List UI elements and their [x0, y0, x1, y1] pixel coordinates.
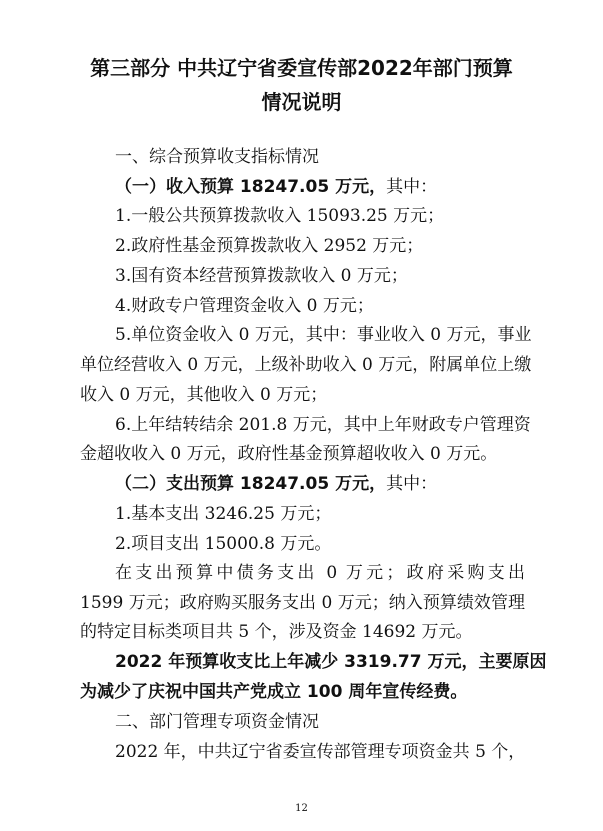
section1-heading: 一、综合预算收支指标情况 — [115, 147, 319, 167]
income-item-5-line3: 收入 0 万元，其他收入 0 万元； — [80, 385, 328, 405]
expense-detail-line2: 1599 万元；政府购买服务支出 0 万元；纳入预算绩效管理 — [80, 593, 525, 613]
expense-label: （二）支出预算 18247.05 万元， — [115, 474, 387, 494]
income-item-6-line2: 金超收收入 0 万元，政府性基金预算超收收入 0 万元。 — [80, 444, 498, 464]
page-number: 12 — [295, 803, 308, 814]
expense-heading — [115, 473, 437, 495]
income-item-4: 4.财政专户管理资金收入 0 万元； — [115, 296, 374, 316]
summary-line1: 2022 年预算收支比上年减少 3319.77 万元，主要原因 — [115, 652, 547, 672]
income-item-2: 2.政府性基金预算拨款收入 2952 万元； — [115, 236, 424, 256]
expense-suffix: 其中： — [386, 474, 438, 494]
summary-line2: 为减少了庆祝中国共产党成立 100 周年宣传经费。 — [80, 682, 468, 702]
section2-heading: 二、部门管理专项资金情况 — [115, 712, 319, 732]
income-suffix: 其中： — [386, 177, 438, 197]
income-item-3: 3.国有资本经营预算拨款收入 0 万元； — [115, 266, 408, 286]
income-item-5-line2: 单位经营收入 0 万元，上级补助收入 0 万元，附属单位上缴 — [80, 355, 532, 375]
income-item-6-line1: 6.上年结转结余 201.8 万元，其中上年财政专户管理资 — [115, 415, 531, 435]
income-label: （一）收入预算 18247.05 万元， — [115, 177, 387, 197]
document-title-line1: 第三部分 中共辽宁省委宣传部2022年部门预算 — [90, 56, 513, 80]
expense-item-1: 1.基本支出 3246.25 万元； — [115, 504, 332, 524]
income-item-1: 1.一般公共预算拨款收入 15093.25 万元； — [115, 206, 445, 226]
income-heading — [115, 176, 437, 198]
section2-text: 2022 年，中共辽宁省委宣传部管理专项资金共 5 个， — [115, 742, 526, 762]
income-item-5-line1: 5.单位资金收入 0 万元，其中：事业收入 0 万元，事业 — [115, 325, 532, 345]
expense-item-2: 2.项目支出 15000.8 万元。 — [115, 534, 332, 554]
document-title-line2: 情况说明 — [261, 90, 342, 114]
expense-detail-line3: 的特定目标类项目共 5 个，涉及资金 14692 万元。 — [80, 622, 473, 642]
expense-detail-line1: 在支出预算中债务支出 0 万元；政府采购支出 — [115, 563, 525, 583]
